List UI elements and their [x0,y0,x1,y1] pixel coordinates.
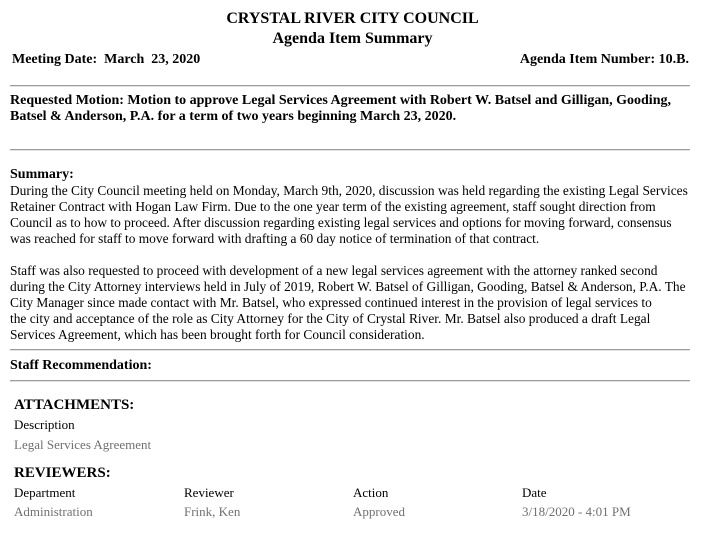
reviewers-col-date: Date [522,485,547,500]
staff-recommendation-title: Staff Recommendation: [10,358,152,373]
reviewer-name: Frink, Ken [184,504,241,519]
summary-line: Staff was also requested to proceed with development of a new legal services agreement with the attorney ranked second [10,263,658,278]
agenda-item-number: Agenda Item Number: 10.B. [519,52,689,67]
reviewers-col-department: Department [14,485,76,500]
reviewers-col-reviewer: Reviewer [184,485,234,500]
divider [10,149,690,151]
summary-line: Services Agreement, which has been brought forth for Council consideration. [10,327,425,342]
divider [10,380,690,382]
reviewer-department: Administration [14,504,93,519]
divider [10,349,690,351]
summary-title: Summary: [10,167,74,182]
document-subtitle: Agenda Item Summary [272,30,433,47]
summary-line: Retainer Contract with Hogan Law Firm. Due to the one year term of the existing agreement, staff sought direction from [10,199,656,214]
summary-line: during the City Attorney interviews held in July of 2019, Robert W. Batsel of Gilligan, Gooding, Batsel & Anderson, P.A. The [10,279,686,294]
attachments-description-header: Description [14,417,75,432]
reviewers-col-action: Action [353,485,389,500]
reviewer-action: Approved [353,504,405,519]
attachments-title: ATTACHMENTS: [14,397,135,413]
council-title: CRYSTAL RIVER CITY COUNCIL [226,10,479,27]
summary-line: During the City Council meeting held on Monday, March 9th, 2020, discussion was held regarding the existing Legal Services [10,183,688,198]
summary-line: City Manager since made contact with Mr. Batsel, who expressed continued interest in the provision of legal services to [10,295,652,310]
summary-section [10,167,695,343]
motion-line: Requested Motion: Motion to approve Legal Services Agreement with Robert W. Batsel and Gilligan, Gooding, [10,93,671,108]
meeting-date: Meeting Date: March 23, 2020 [12,52,201,67]
summary-paragraph [10,183,695,247]
meeting-meta [0,51,705,69]
motion-line: Batsel & Anderson, P.A. for a term of two years beginning March 23, 2020. [10,109,457,124]
attachment-link[interactable]: Legal Services Agreement [14,437,152,452]
reviewer-date: 3/18/2020 - 4:01 PM [522,504,631,519]
summary-line: Council as to how to proceed. After discussion regarding existing legal services and options for moving forward, consensus [10,215,672,230]
summary-paragraph [10,263,695,343]
summary-line: the city and acceptance of the role as City Attorney for the City of Crystal River. Mr. Batsel also produced a draft Legal [10,311,651,326]
divider [10,85,690,87]
summary-line: was reached for staff to move forward with drafting a 60 day notice of termination of that contract. [10,231,540,246]
reviewers-title: REVIEWERS: [14,465,111,481]
requested-motion [10,93,690,125]
document-header [0,0,705,49]
